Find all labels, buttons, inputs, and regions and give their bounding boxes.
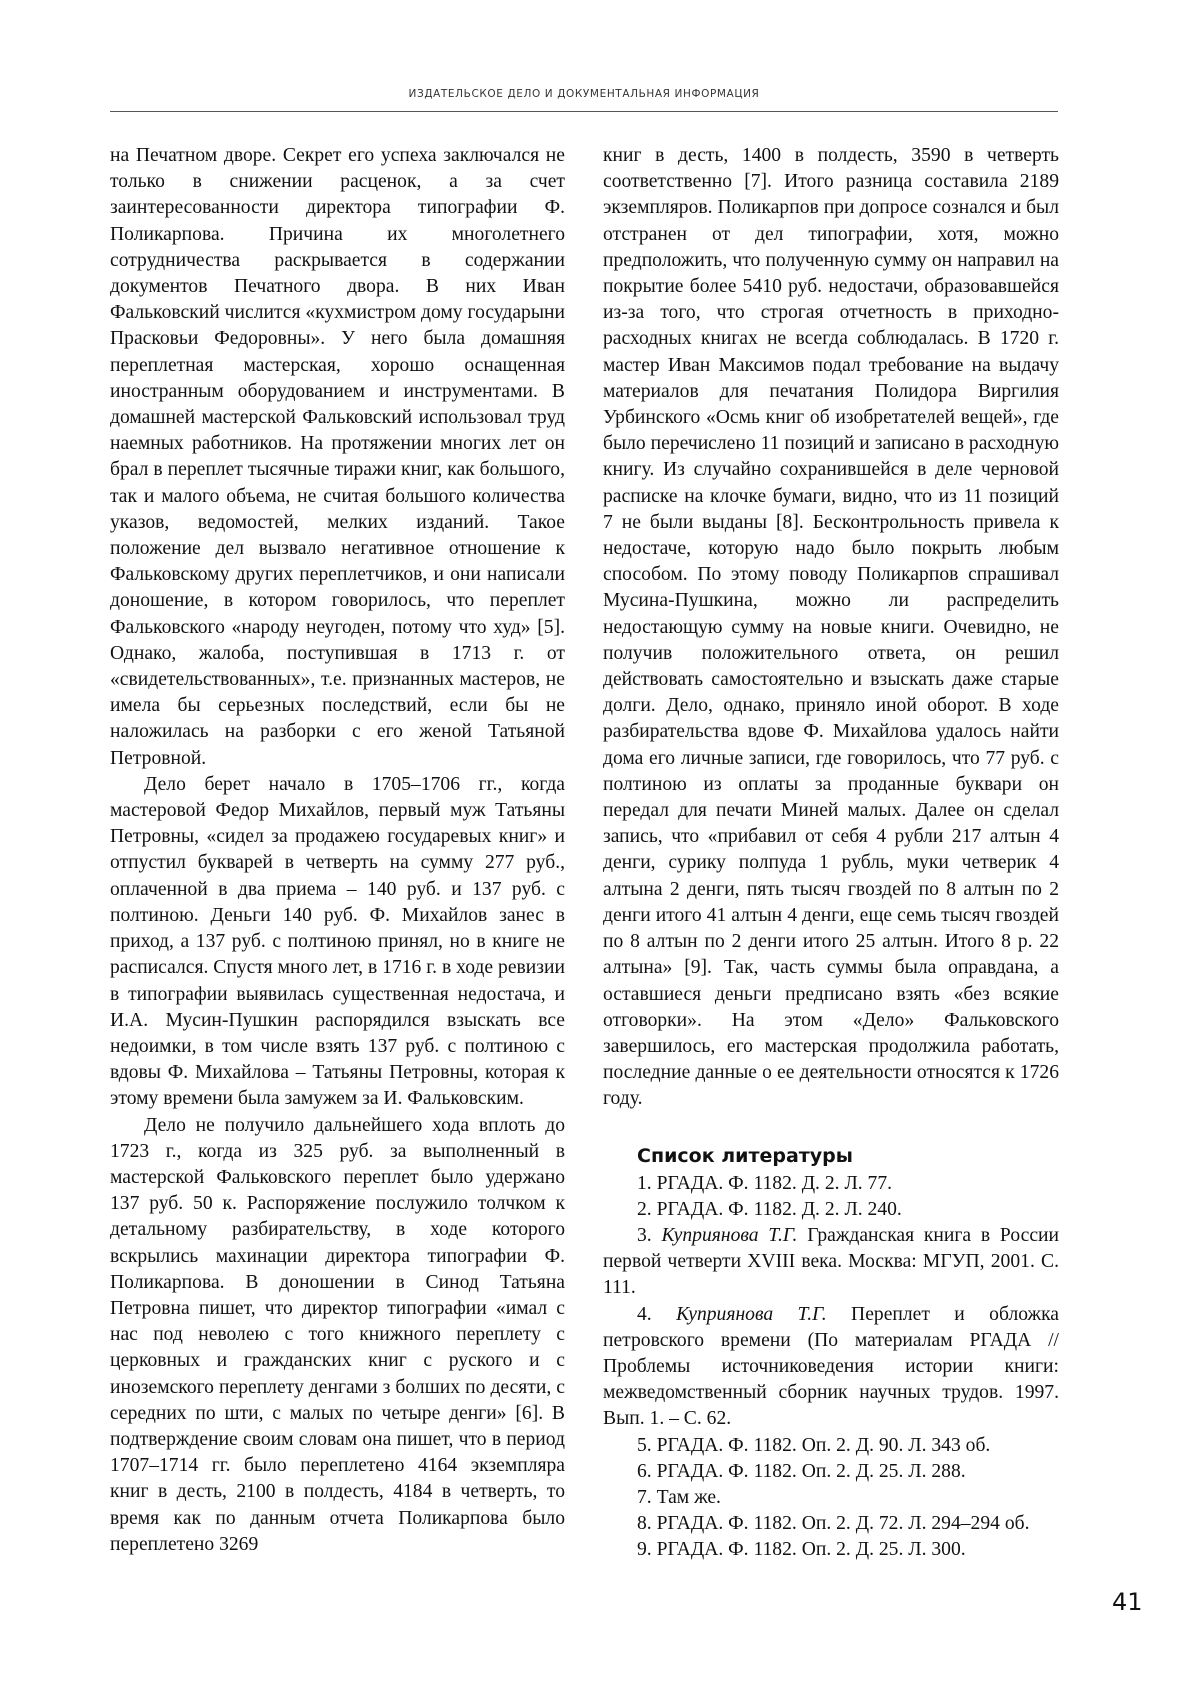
body-paragraph: книг в десть, 1400 в полдесть, 3590 в четверть соответственно [7]. Итого разница составила 2189 экземпляров. Поликарпов при допросе сознался и был отстранен от дел типографии, хотя, можно предположить, что полученную сумму он направил на покрытие более 5410 руб. недостачи, образовавшейся из-за того, что строгая отчетность в приходно-расходных книгах не всегда соблюдалась. В 1720 г. мастер Иван Максимов подал требование на выдачу материалов для печатания Полидора Виргилия Урбинского «Осмь книг об изобретателей вещей», где было перечислено 11 позиций и записано в расходную книгу. Из случайно сохранившейся в деле черновой расписке на клочке бумаги, видно, что из 11 позиций 7 не были выданы [8]. Бесконтрольность привела к недостаче, которую надо было покрыть любым способом. По этому поводу Поликарпов спрашивал Мусина-Пушкина, можно ли распределить недостающую сумму на новые книги. Очевидно, не получив положительного ответа, он решил действовать самостоятельно и взыскать даже старые долги. Дело, однако, приняло иной оборот. В ходе разбирательства вдове Ф. Михайлова удалось найти дома его личные записи, где говорилось, что 77 руб. с полтиною из оплаты за проданные буквари он передал для печати Миней малых. Далее он сделал запись, что «прибавил от себя 4 рубли 217 алтын 4 денги, сурику полпуда 1 рубль, муки четверик 4 алтына 2 денги, пять тысяч гвоздей по 8 алтын по 2 денги итого 41 алтын 4 денги, еще семь тысяч гвоздей по 8 алтын по 2 денги итого 25 алтын. Итого 8 р. 22 алтына» [9]. Так, часть суммы была оправдана, а оставшиеся деньги предписано взять «без всякие отговорки». На этом «Дело» Фальковского завершилось, его мастерская продолжила работать, последние данные о ее деятельности относятся к 1726 году. [603, 145, 1059, 1110]
reference-text: РГАДА. Ф. 1182. Д. 2. Л. 77. [656, 1172, 893, 1194]
reference-number: 5. [637, 1434, 652, 1456]
reference-text: Переплет и обложка петровского времени (По материалам РГАДА // Проблемы источниковедения истории книги: межведомственный сборник научных трудов. 1997. Вып. 1. – С. 62. [603, 1303, 1059, 1430]
references-title: Список литературы [637, 1144, 853, 1167]
reference-item [603, 1433, 1059, 1459]
reference-number: 3. [637, 1224, 652, 1246]
reference-item [603, 1223, 1059, 1302]
body-paragraph: Дело не получило дальнейшего хода вплоть до 1723 г., когда из 325 руб. за выполненный в мастерской Фальковского переплет было удержано 137 руб. 50 к. Распоряжение послужило толчком к детальному разбирательству, в ходе которого вскрылись махинации директора типографии Ф. Поликарпова. В доношении в Синод Татьяна Петровна пишет, что директор типографии «имал с нас под неволею с того книжного переплету с церковных и гражданских книг с руского и с иноземского переплету денгами з болших по десяти, с середних по шти, с малых по четыре денги» [6]. В подтверждение своим словам она пишет, что в период 1707–1714 гг. было переплетено 4164 экземпляра книг в десть, 2100 в полдесть, 4184 в четверть, то время как по данным отчета Поликарпова было переплетено 3269 [110, 1114, 565, 1555]
running-header: ИЗДАТЕЛЬСКОЕ ДЕЛО И ДОКУМЕНТАЛЬНАЯ ИНФОРМАЦИЯ [408, 88, 760, 100]
reference-author: Куприянова Т.Г. [676, 1303, 827, 1325]
reference-text: Там же. [656, 1486, 721, 1508]
reference-item [603, 1485, 1059, 1511]
reference-text: РГАДА. Ф. 1182. Оп. 2. Д. 25. Л. 288. [656, 1460, 966, 1482]
body-paragraph: на Печатном дворе. Секрет его успеха заключался не только в снижении расценок, а за счет заинтересованности директора типографии Ф. Поликарпова. Причина их многолетнего сотрудничества раскрывается в содержании документов Печатного двора. В них Иван Фальковский числится «кухмистром дому государыни Прасковьи Федоровны». У него была домашняя переплетная мастерская, хорошо оснащенная иностранным оборудованием и инструментами. В домашней мастерской Фальковский использовал труд наемных работников. На протяжении многих лет он брал в переплет тысячные тиражи книг, как большого, так и малого объема, не считая большого количества указов, ведомостей, мелких изданий. Такое положение дел вызвало негативное отношение к Фальковскому других переплетчиков, и они написали доношение, в котором говорилось, что переплет Фальковского «народу неугоден, потому что худ» [5]. Однако, жалоба, поступившая в 1713 г. от «свидетельствованных», т.е. признанных мастеров, не имела бы серьезных последствий, если бы не наложилась на разборки с его женой Татьяной Петровной. [110, 145, 565, 769]
reference-author: Куприянова Т.Г. [661, 1224, 798, 1246]
reference-text: РГАДА. Ф. 1182. Д. 2. Л. 240. [656, 1198, 902, 1220]
reference-text: Гражданская книга в России первой четверти XVIII века. Москва: МГУП, 2001. С. 111. [603, 1224, 1059, 1299]
reference-item [603, 1171, 1059, 1197]
reference-number: 8. [637, 1513, 652, 1535]
reference-number: 2. [637, 1198, 652, 1220]
reference-number: 4. [637, 1303, 652, 1325]
reference-item [603, 1197, 1059, 1223]
right-column [603, 143, 1059, 1564]
references-list [603, 1171, 1059, 1564]
reference-number: 1. [637, 1172, 652, 1194]
reference-text: РГАДА. Ф. 1182. Оп. 2. Д. 72. Л. 294–294 об. [656, 1513, 1030, 1535]
header-divider [110, 111, 1058, 112]
reference-number: 9. [637, 1539, 652, 1561]
reference-number: 7. [637, 1486, 652, 1508]
reference-item [603, 1511, 1059, 1537]
reference-item [603, 1302, 1059, 1433]
left-column [110, 143, 565, 1558]
reference-text: РГАДА. Ф. 1182. Оп. 2. Д. 25. Л. 300. [656, 1539, 966, 1561]
reference-item [603, 1459, 1059, 1485]
reference-text: РГАДА. Ф. 1182. Оп. 2. Д. 90. Л. 343 об. [656, 1434, 991, 1456]
reference-number: 6. [637, 1460, 652, 1482]
body-paragraph: Дело берет начало в 1705–1706 гг., когда мастеровой Федор Михайлов, первый муж Татьяны Петровны, «сидел за продажею государевых книг» и отпустил букварей в четверть на сумму 277 руб., оплаченной в два приема – 140 руб. и 137 руб. с полтиною. Деньги 140 руб. Ф. Михайлов занес в приход, а 137 руб. с полтиною принял, но в книге не расписался. Спустя много лет, в 1716 г. в ходе ревизии в типографии выявилась существенная недостача, и И.А. Мусин-Пушкин распорядился взыскать все недоимки, в том числе взять 137 руб. с полтиною с вдовы Ф. Михайлова – Татьяны Петровны, которая к этому времени была замужем за И. Фальковским. [110, 773, 565, 1110]
page-number: 41 [1112, 1588, 1143, 1616]
reference-item [603, 1537, 1059, 1563]
